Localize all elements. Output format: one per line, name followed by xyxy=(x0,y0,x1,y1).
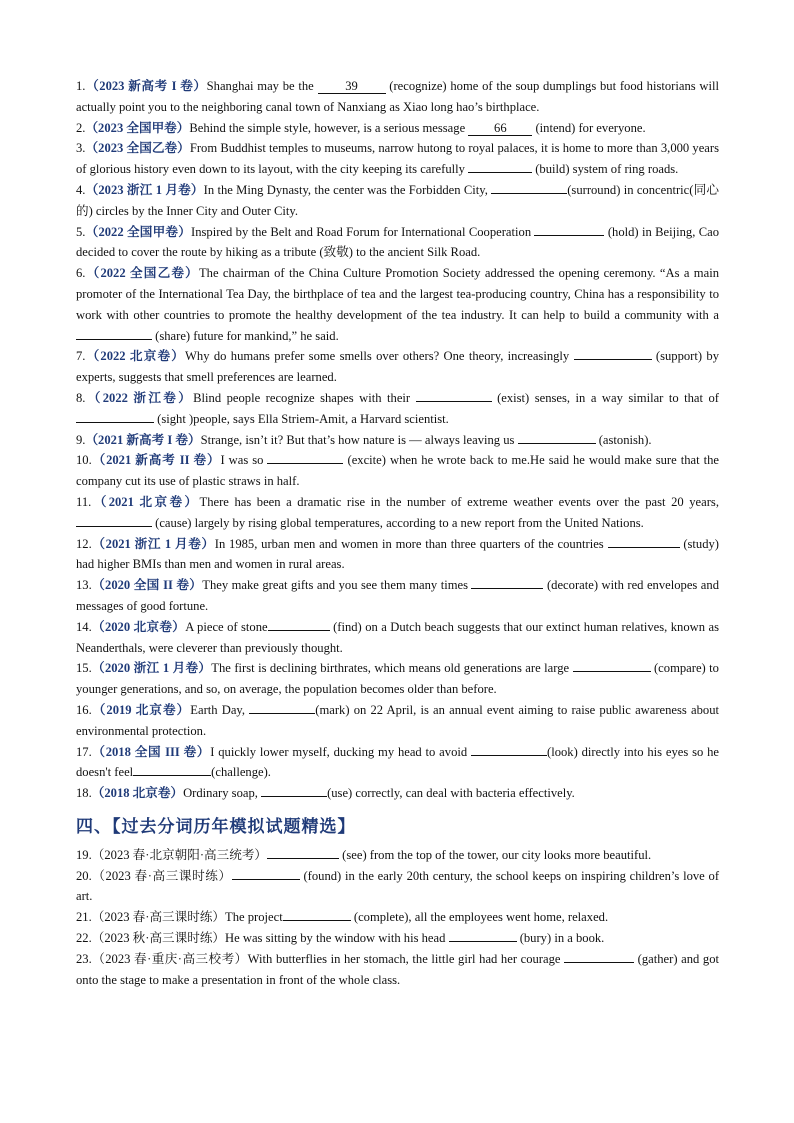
answer-blank[interactable] xyxy=(564,962,634,963)
question-item xyxy=(76,575,719,617)
question-number: 19. xyxy=(76,847,92,862)
answer-blank[interactable] xyxy=(267,463,343,464)
answer-blank[interactable] xyxy=(518,443,596,444)
question-text: Shanghai may be the xyxy=(206,79,318,93)
question-item xyxy=(76,742,719,784)
answer-blank[interactable] xyxy=(471,588,543,589)
mock-question-item xyxy=(76,928,719,949)
question-text: In 1985, urban men and women in more than three quarters of the countries xyxy=(214,536,608,551)
question-text: (found) in the early 20th century, the school keeps on inspiring children’s love of art. xyxy=(76,868,720,904)
question-number: 17. xyxy=(76,744,92,759)
question-source: （2023 春·重庆·高三校考） xyxy=(91,951,248,966)
question-text: (compare) to younger generations, and so, on average, the population becomes older than before. xyxy=(76,661,719,697)
question-item xyxy=(76,617,719,659)
question-source: （2022 全国乙卷） xyxy=(85,266,199,281)
question-source: （2019 北京卷） xyxy=(91,702,191,717)
question-text: (find) on a Dutch beach suggests that our extinct human relatives, known as Neanderthals, were cleverer than previously thought. xyxy=(76,619,719,655)
question-text: (sight )people, says Ella Striem-Amit, a Harvard scientist. xyxy=(154,411,449,426)
question-text: (share) future for mankind,” he said. xyxy=(152,328,339,343)
mock-question-list xyxy=(76,845,719,991)
question-text: (build) system of ring roads. xyxy=(532,162,679,177)
question-item xyxy=(76,450,719,492)
question-text: (recognize) home of the soup dumplings but food historians will actually point you to the neighboring canal town of Nanxiang as Xiao long hao’s birthplace. xyxy=(76,79,719,114)
answer-blank[interactable] xyxy=(261,796,327,797)
question-source: （2023 新高考 I 卷） xyxy=(85,79,207,93)
question-text: Blind people recognize shapes with their xyxy=(193,390,416,405)
answer-blank[interactable] xyxy=(534,235,604,236)
question-number: 20. xyxy=(76,868,92,883)
question-item xyxy=(76,700,719,742)
question-item xyxy=(76,388,719,430)
answer-blank[interactable] xyxy=(468,172,532,173)
question-source: （2023 春·高三课时练） xyxy=(91,868,232,883)
question-text: The chairman of the China Culture Promotion Society addressed the opening ceremony. “As a main promoter of the International Tea Day, the birthplace of tea and the largest tea-producing country, China has a responsibility to work with other countries to promote the healthy development of the tea industry. It can help to build a community with a xyxy=(76,266,719,322)
question-text: (study) had higher BMIs than men and women in rural areas. xyxy=(76,536,719,572)
question-number: 11. xyxy=(76,494,92,509)
mock-question-item xyxy=(76,907,719,928)
exam-question-list xyxy=(76,76,719,804)
question-text: There has been a dramatic rise in the number of extreme weather events over the past 20 years, xyxy=(199,494,719,509)
answer-blank[interactable] xyxy=(76,339,152,340)
question-text: He was sitting by the window with his head xyxy=(225,931,449,946)
question-source: （2021 浙江 1 月卷） xyxy=(91,536,215,551)
worksheet-page xyxy=(76,76,719,990)
question-item xyxy=(76,534,719,576)
question-text: The project xyxy=(225,910,283,925)
question-text: (decorate) with red envelopes and messages of good fortune. xyxy=(76,578,719,613)
question-number: 4. xyxy=(76,182,86,197)
question-item xyxy=(76,346,719,388)
question-number: 16. xyxy=(76,702,92,717)
question-number: 15. xyxy=(76,661,92,676)
question-number: 18. xyxy=(76,786,92,801)
question-text: (complete), all the employees went home, relaxed. xyxy=(350,910,609,925)
question-text: (look) directly into his eyes so he doesn't feel xyxy=(76,744,719,780)
question-number: 23. xyxy=(76,951,92,966)
answer-blank[interactable] xyxy=(133,775,211,776)
question-text: (bury) in a book. xyxy=(516,931,605,946)
question-number: 21. xyxy=(76,910,92,925)
answer-blank[interactable] xyxy=(573,671,651,672)
question-text: (hold) in Beijing, Cao decided to cover the route by hiking as a tribute (致敬) to the ancient Silk Road. xyxy=(76,224,720,260)
question-text: A piece of stone xyxy=(185,619,268,634)
question-text: (excite) when he wrote back to me.He said he would make sure that the company cut its use of plastic straws in half. xyxy=(76,453,719,489)
question-text: I was so xyxy=(220,453,268,468)
question-text: (mark) on 22 April, is an annual event aiming to raise public awareness about environmental protection. xyxy=(76,702,719,738)
question-text: (gather) and got onto the stage to make a presentation in front of the whole class. xyxy=(76,951,719,987)
question-text: (exist) senses, in a way similar to that of xyxy=(491,390,719,405)
question-number: 10. xyxy=(76,453,92,468)
question-source: （2020 浙江 1 月卷） xyxy=(91,661,212,676)
question-number: 6. xyxy=(76,266,86,281)
question-number: 14. xyxy=(76,619,92,634)
question-source: （2022 北京卷） xyxy=(85,349,186,364)
question-item xyxy=(76,222,719,264)
question-number: 5. xyxy=(76,224,86,239)
question-number: 3. xyxy=(76,141,86,156)
question-item xyxy=(76,783,719,804)
answer-blank[interactable] xyxy=(471,755,547,756)
question-number: 12. xyxy=(76,536,92,551)
question-number: 1. xyxy=(76,79,86,93)
question-text: (see) from the top of the tower, our city looks more beautiful. xyxy=(339,847,652,862)
question-text: (use) correctly, can deal with bacteria effectively. xyxy=(327,786,575,801)
question-text: (surround) in concentric(同心的) circles by the Inner City and Outer City. xyxy=(76,182,719,218)
answer-blank[interactable] xyxy=(283,920,351,921)
answer-blank[interactable]: 66 xyxy=(468,121,532,136)
question-item xyxy=(76,118,719,139)
answer-blank[interactable] xyxy=(267,858,339,859)
question-source: （2023 秋·高三课时练） xyxy=(91,931,226,946)
question-source: （2023 浙江 1 月卷） xyxy=(85,182,204,197)
section-title: 四、【过去分词历年模拟试题精选】 xyxy=(76,816,356,837)
answer-blank[interactable] xyxy=(608,547,680,548)
question-text: From Buddhist temples to museums, narrow hutong to royal palaces, it is home to more than 3,000 years of glorious history even down to its layout, with the city keeping its carefully xyxy=(76,141,719,177)
answer-blank[interactable] xyxy=(574,359,652,360)
question-text: Behind the simple style, however, is a serious message xyxy=(189,120,469,135)
question-text: Ordinary soap, xyxy=(183,786,262,801)
question-text: (intend) for everyone. xyxy=(532,120,646,135)
question-item xyxy=(76,138,719,180)
question-source: （2022 全国甲卷） xyxy=(85,224,192,239)
question-text: They make great gifts and you see them many times xyxy=(202,578,472,593)
question-text: (cause) largely by rising global temperatures, according to a new report from the United Nations. xyxy=(152,515,644,530)
answer-blank[interactable] xyxy=(268,630,330,631)
answer-blank[interactable] xyxy=(416,401,492,402)
question-source: （2021 北京卷） xyxy=(91,494,200,509)
question-number: 8. xyxy=(76,390,86,405)
mock-question-item xyxy=(76,866,719,908)
question-source: （2023 春·北京朝阳·高三统考） xyxy=(91,847,268,862)
question-item xyxy=(76,492,719,534)
question-text: In the Ming Dynasty, the center was the Forbidden City, xyxy=(203,182,492,197)
question-item xyxy=(76,180,719,222)
question-number: 7. xyxy=(76,349,86,364)
question-item xyxy=(76,263,719,346)
question-item xyxy=(76,76,719,118)
question-source: （2018 全国 III 卷） xyxy=(91,744,211,759)
answer-blank[interactable] xyxy=(449,941,517,942)
question-source: （2021 新高考 I 卷） xyxy=(85,432,201,447)
question-number: 2. xyxy=(76,120,86,135)
question-source: （2023 全国甲卷） xyxy=(85,120,190,135)
question-text: (astonish). xyxy=(595,432,652,447)
question-text: Strange, isn’t it? But that’s how nature is — always leaving us xyxy=(200,432,518,447)
question-text: The first is declining birthrates, which means old generations are large xyxy=(211,661,573,676)
answer-blank[interactable] xyxy=(76,526,152,527)
mock-question-item xyxy=(76,949,719,991)
question-text: (support) by experts, suggests that smell preferences are learned. xyxy=(76,349,719,385)
question-text: Why do humans prefer some smells over others? One theory, increasingly xyxy=(185,349,574,364)
answer-blank[interactable] xyxy=(249,713,315,714)
answer-blank[interactable] xyxy=(491,193,567,194)
question-item xyxy=(76,658,719,700)
question-number: 9. xyxy=(76,432,86,447)
question-text: Earth Day, xyxy=(190,702,250,717)
question-number: 22. xyxy=(76,931,92,946)
question-source: （2020 北京卷） xyxy=(91,619,186,634)
answer-blank[interactable] xyxy=(232,879,300,880)
question-source: （2023 春·高三课时练） xyxy=(91,910,226,925)
question-number: 13. xyxy=(76,578,92,593)
question-text: I quickly lower myself, ducking my head to avoid xyxy=(210,744,471,759)
mock-question-item xyxy=(76,845,719,866)
question-item xyxy=(76,430,719,451)
question-source: （2020 全国 II 卷） xyxy=(91,578,203,593)
question-text: (challenge). xyxy=(211,765,271,780)
question-text: Inspired by the Belt and Road Forum for International Cooperation xyxy=(191,224,535,239)
answer-blank[interactable]: 39 xyxy=(318,79,386,94)
question-source: （2018 北京卷） xyxy=(91,786,184,801)
question-source: （2023 全国乙卷） xyxy=(85,141,190,156)
question-text: With butterflies in her stomach, the little girl had her courage xyxy=(247,951,565,966)
question-source: （2022 浙江卷） xyxy=(85,390,194,405)
answer-blank[interactable] xyxy=(76,422,154,423)
question-source: （2021 新高考 II 卷） xyxy=(91,453,221,468)
